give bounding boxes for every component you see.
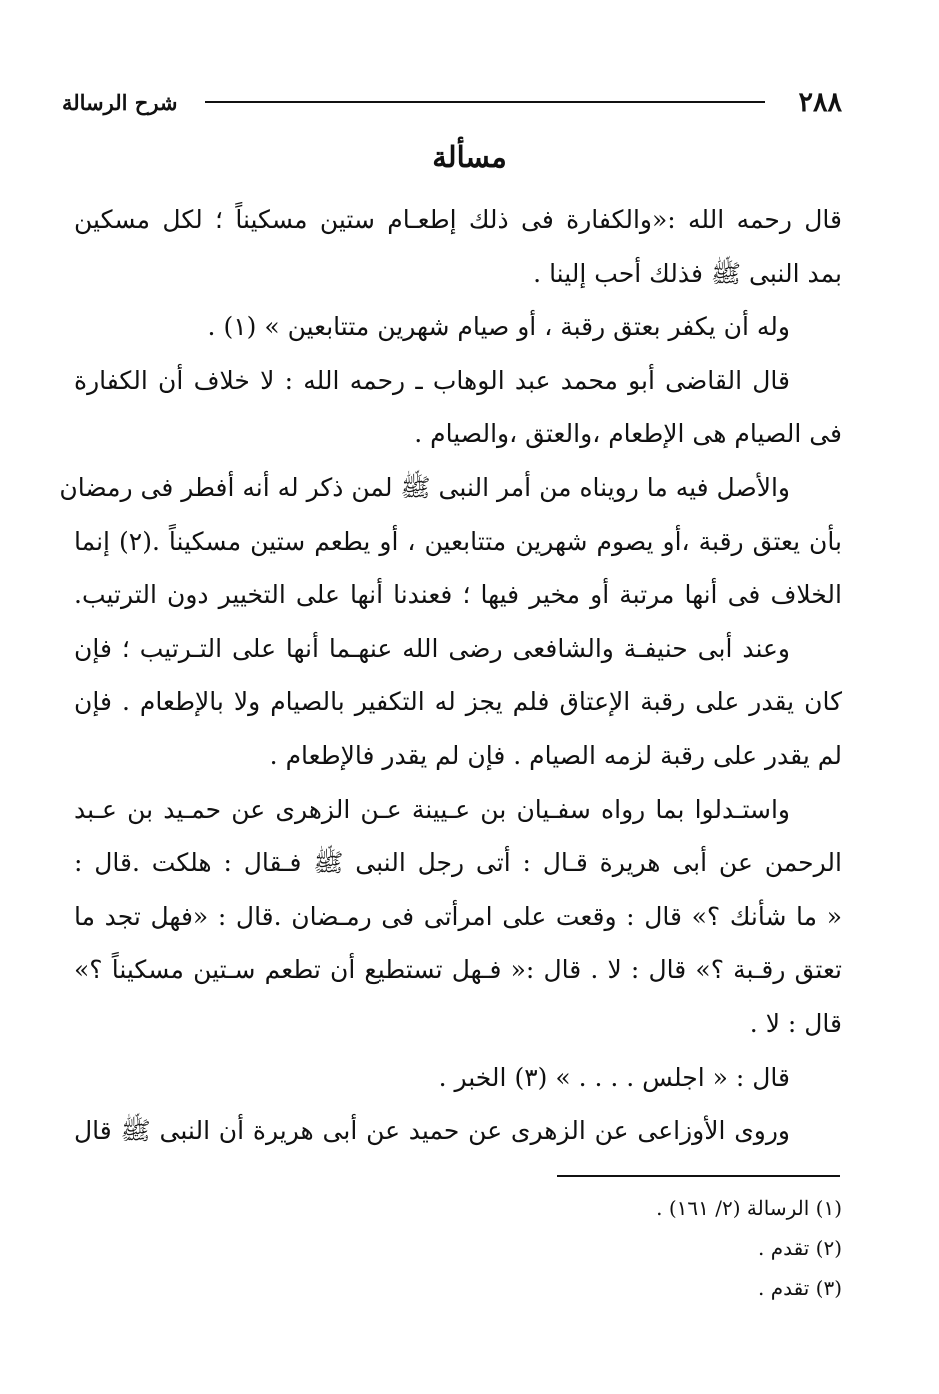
footnote-rule (557, 1175, 840, 1177)
text-line: قال القاضى أبو محمد عبد الوهاب ـ رحمه الله : لا خلاف أن الكفارة (74, 365, 790, 395)
text-line: تعتق رقـبة ؟» قال : لا . قال :« فـهل تستطيع أن تطعم سـتين مسكيناً ؟» (74, 955, 842, 985)
footnotes (300, 1188, 842, 1308)
text-line: قال رحمه الله :«والكفارة فى ذلك إطعـام ستين مسكيناً ؛ لكل مسكين (74, 205, 842, 234)
text-line: وله أن يكفر بعتق رقبة ، أو صيام شهرين متتابعين » (١) . (207, 312, 790, 342)
text-line: لم يقدر على رقبة لزمه الصيام . فإن لم يقدر فالإطعام . (269, 740, 842, 770)
text-line: قال : لا . (749, 1008, 842, 1038)
footnote: (٣) تقدم . (757, 1276, 842, 1300)
section-title: مسألة (432, 140, 507, 174)
text-line: بأن يعتق رقبة ،أو يصوم شهرين متتابعين ، أو يطعم ستين مسكيناً .(٢) إنما (74, 526, 842, 556)
text-line: واستـدلوا بما رواه سفـيان بن عـيينة عـن الزهرى عن حمـيد بن عـبد (74, 794, 790, 824)
page-number: ٢٨٨ (798, 86, 842, 118)
text-line: وعند أبى حنيفـة والشافعى رضى الله عنهـما أنها على التـرتيب ؛ فإن (74, 633, 790, 663)
body-text (59, 193, 842, 1158)
footnote: (٢) تقدم . (757, 1236, 842, 1260)
text-line: بمد النبى ﷺ فذلك أحب إلينا . (533, 258, 842, 288)
running-title: شرح الرسالة (62, 89, 178, 115)
text-line: وروى الأوزاعى عن الزهرى عن حميد عن أبى هريرة أن النبى ﷺ قال (74, 1116, 790, 1146)
text-line: قال : « اجلس . . . . » (٣) الخبر . (438, 1062, 790, 1092)
text-line: فى الصيام هى الإطعام ،والعتق ،والصيام . (414, 419, 842, 449)
text-line: « ما شأنك ؟» قال : وقعت على امرأتى فى رمـضان .قال : «فهل تجد ما (74, 901, 842, 931)
text-line: الخلاف فى أنها مرتبة أو مخير فيها ؛ فعندنا أنها على التخيير دون الترتيب. (74, 580, 842, 610)
header-rule (205, 101, 765, 103)
text-line: والأصل فيه ما رويناه من أمر النبى ﷺ لمن ذكر له أنه أفطر فى رمضان (59, 472, 790, 502)
text-line: الرحمن عن أبى هريرة قـال : أتى رجل النبى ﷺ فـقال : هلكت .قال : (74, 848, 842, 878)
text-line: كان يقدر على رقبة الإعتاق فلم يجز له التكفير بالصيام ولا بالإطعام . فإن (74, 687, 842, 717)
footnote: (١) الرسالة (٢/ ١٦١) . (656, 1196, 842, 1220)
